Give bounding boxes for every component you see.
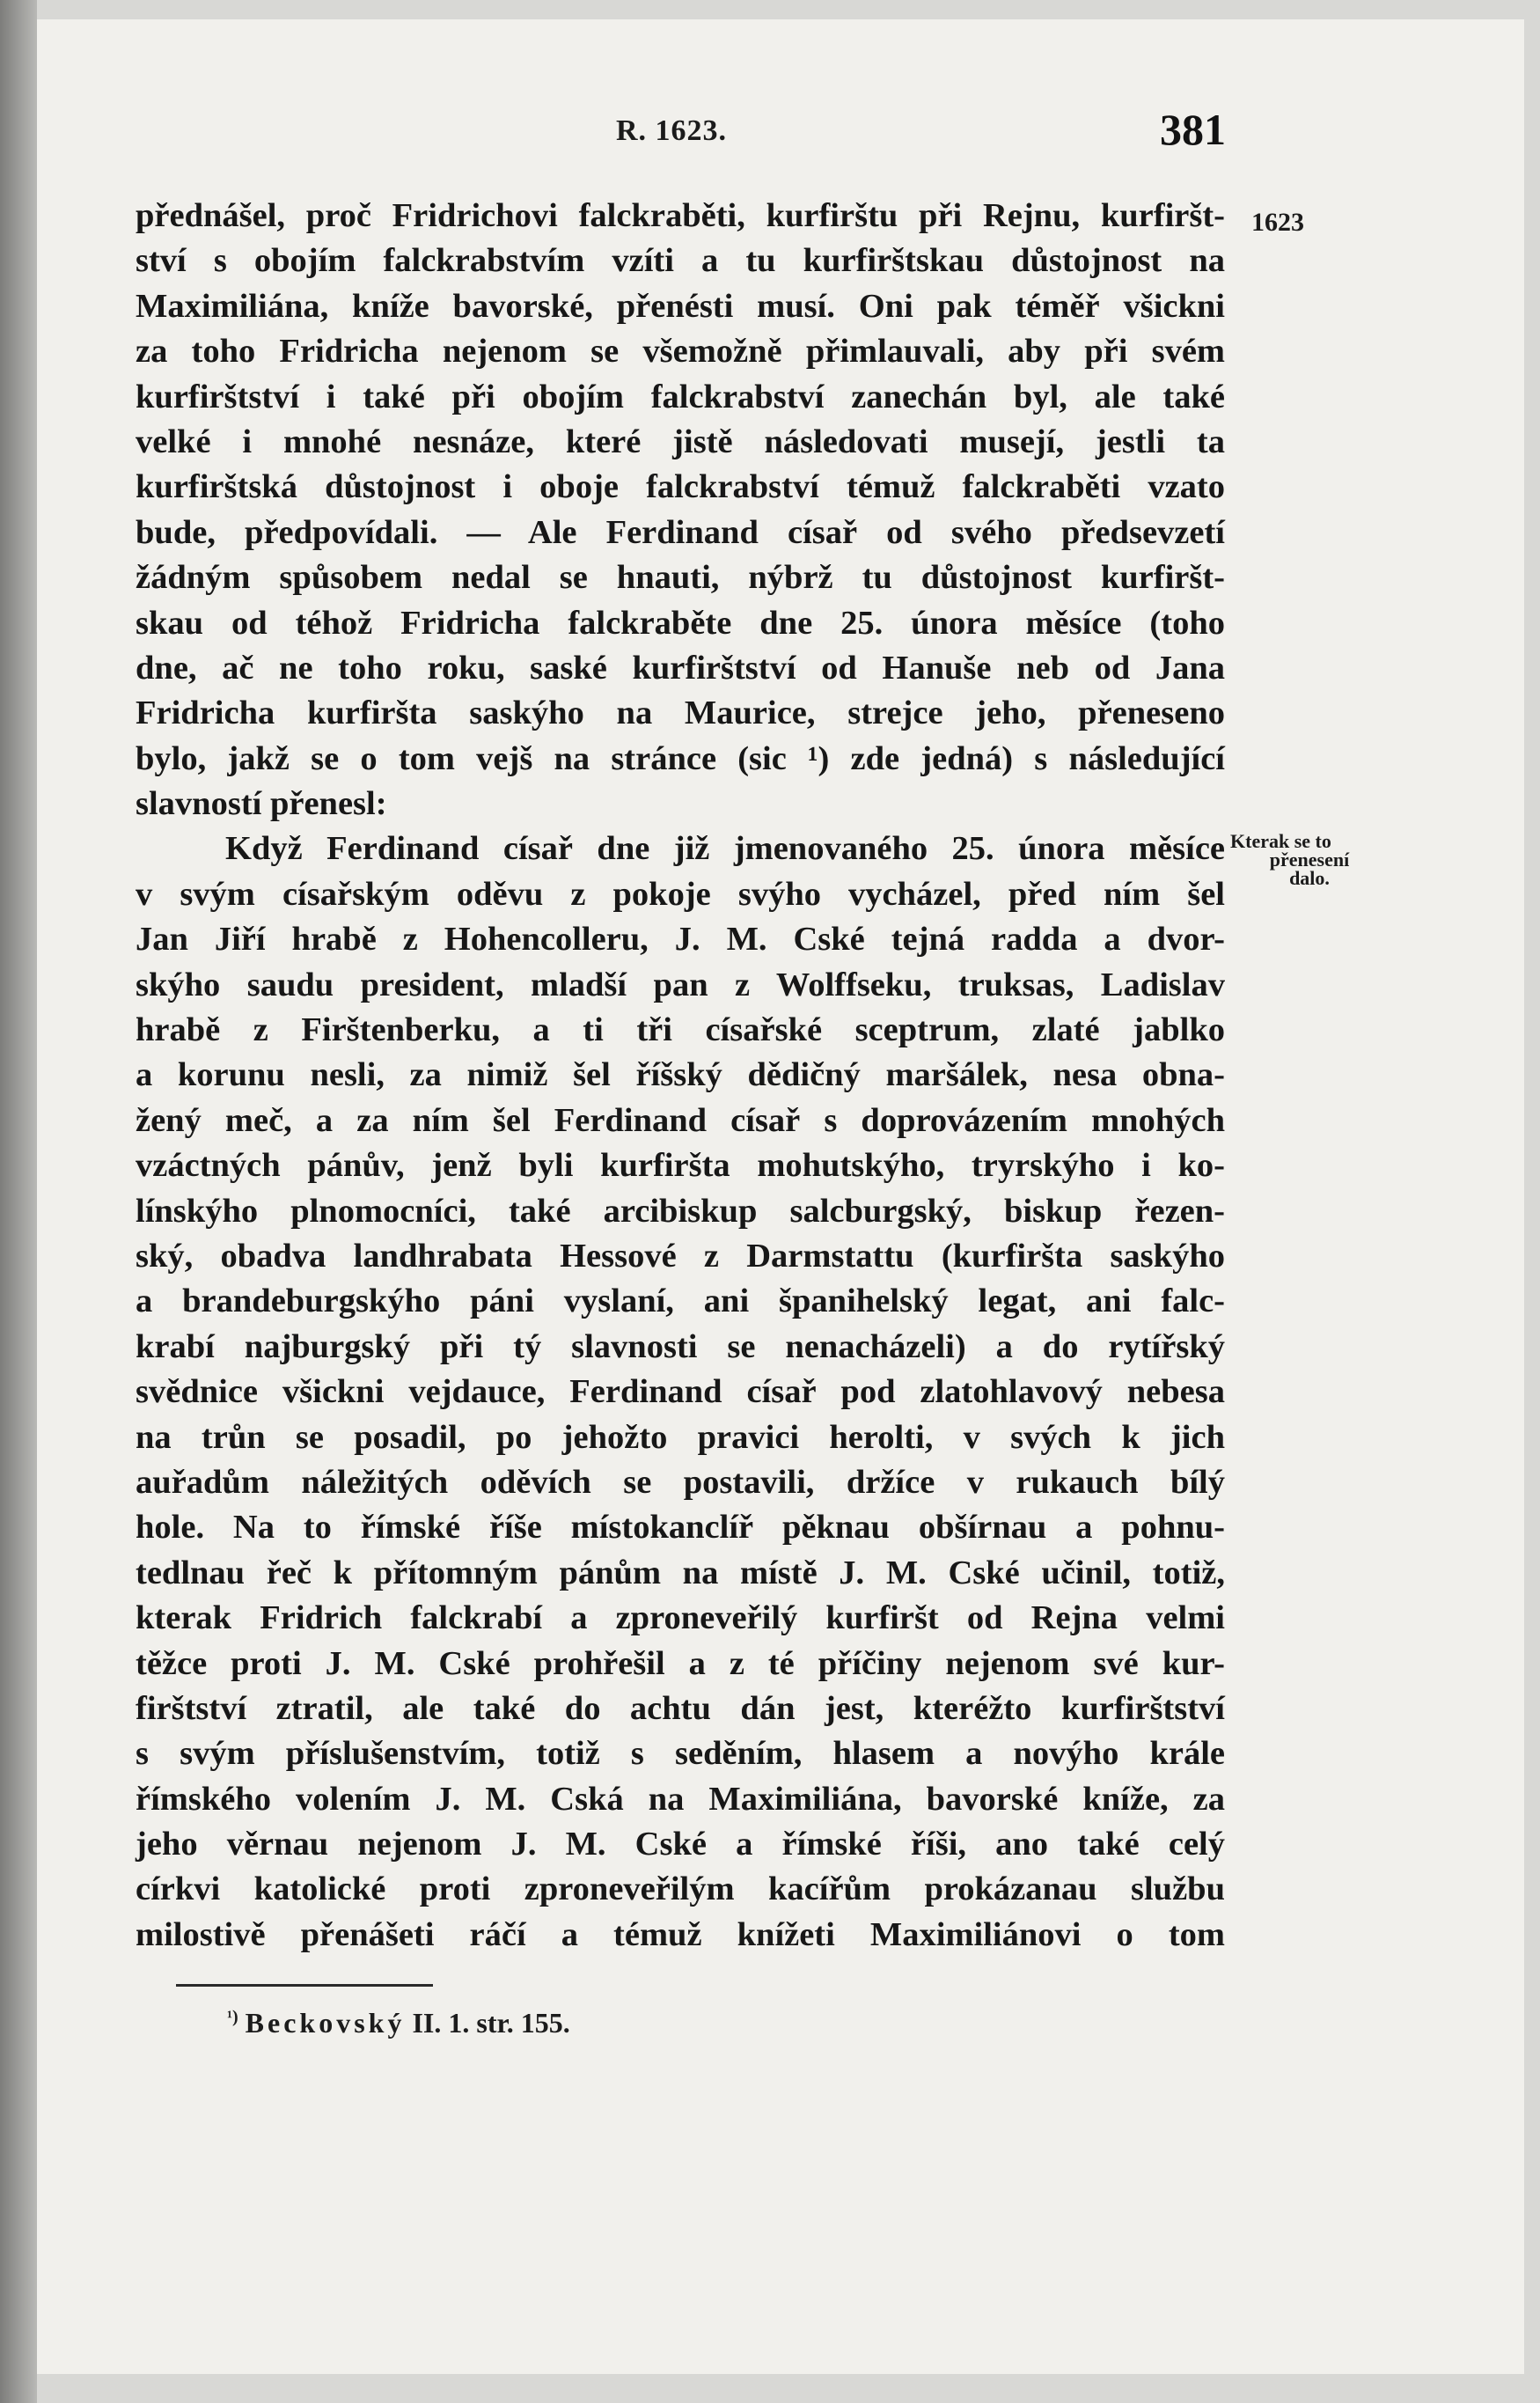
page-header	[0, 104, 1540, 157]
running-head: R. 1623.	[616, 114, 728, 147]
book-gutter-edge	[0, 0, 37, 2403]
text-line: svědnice všickni vejdauce, Ferdinand císař pod zlatohlavový nebesa	[136, 1373, 1225, 1411]
text-line: slavností přenesl:	[136, 785, 387, 823]
text-line: firštství ztratil, ale také do achtu dán jest, kteréžto kurfirštství	[136, 1689, 1225, 1727]
text-line: bylo, jakž se o tom vejš na stránce (sic ¹) zde jedná) s následující	[136, 739, 1225, 777]
text-line: s svým příslušenstvím, totiž s seděním, hlasem a novýho krále	[136, 1735, 1225, 1773]
text-line: v svým císařským oděvu z pokoje svýho vycházel, před ním šel	[136, 875, 1225, 913]
margin-note-line: Kterak se to	[1230, 830, 1331, 852]
text-line: hrabě z Firštenberku, a ti tři císařské sceptrum, zlaté jablko	[136, 1011, 1225, 1049]
text-line: za toho Fridricha nejenom se všemožně přimlauvali, aby při svém	[136, 333, 1225, 371]
text-line: a brandeburgskýho páni vyslaní, ani španihelský legat, ani falc-	[136, 1282, 1225, 1320]
text-line: milostivě přenášeti ráčí a témuž knížeti Maximiliánovi o tom	[136, 1915, 1225, 1953]
text-line: jeho věrnau nejenom J. M. Cské a římské říši, ano také celý	[136, 1826, 1225, 1863]
text-line: skau od téhož Fridricha falckraběte dne 25. února měsíce (toho	[136, 604, 1225, 642]
footnote-divider	[176, 1984, 433, 1987]
text-line: Maximiliána, kníže bavorské, přenésti musí. Oni pak téměř všickni	[136, 287, 1225, 325]
text-line: línskýho plnomocníci, také arcibiskup salcburgský, biskup řezen-	[136, 1192, 1225, 1230]
text-line: kterak Fridrich falckrabí a zproneveřilý kurfiršt od Rejna velmi	[136, 1599, 1225, 1637]
footnote-citation: II. 1. str. 155.	[412, 2007, 570, 2039]
body-text	[136, 194, 1225, 1958]
margin-note	[1230, 832, 1389, 887]
text-line: církvi katolické proti zproneveřilým kacířům prokázanau službu	[136, 1870, 1225, 1908]
text-line: dne, ač ne toho roku, saské kurfirštství od Hanuše neb od Jana	[136, 649, 1225, 687]
text-line: těžce proti J. M. Cské prohřešil a z té příčiny nejenom své kur-	[136, 1644, 1225, 1682]
footnote-marker: ¹)	[227, 2007, 238, 2027]
text-line: bude, předpovídali. — Ale Ferdinand císař od svého předsevzetí	[136, 513, 1225, 551]
text-line: Jan Jiří hrabě z Hohencolleru, J. M. Cské tejná radda a dvor-	[136, 921, 1225, 959]
paragraph-start-line: Když Ferdinand císař dne již jmenovaného 25. února měsíce	[225, 830, 1225, 868]
margin-note-line: dalo.	[1289, 867, 1330, 889]
text-line: kurfirštství i také při obojím falckrabství zanechán byl, ale také	[136, 378, 1225, 415]
text-line: skýho saudu president, mladší pan z Wolffseku, truksas, Ladislav	[136, 966, 1225, 1003]
footnote	[227, 2007, 570, 2039]
text-line: žádným spůsobem nedal se hnauti, nýbrž tu důstojnost kurfiršt-	[136, 559, 1225, 597]
text-line: auřadům náležitých oděvích se postavili, držíce v rukauch bílý	[136, 1463, 1225, 1501]
margin-year: 1623	[1251, 208, 1304, 237]
page-number: 381	[1160, 105, 1226, 154]
text-line: krabí najburgský při tý slavnosti se nenacházeli) a do rytířský	[136, 1327, 1225, 1365]
text-line: a korunu nesli, za nimiž šel říšský dědičný maršálek, nesa obna-	[136, 1056, 1225, 1094]
text-line: ství s obojím falckrabstvím vzíti a tu kurfirštskau důstojnost na	[136, 242, 1225, 280]
text-line: kurfirštská důstojnost i oboje falckrabství témuž falckraběti vzato	[136, 468, 1225, 506]
text-line: ský, obadva landhrabata Hessové z Darmstattu (kurfiršta saskýho	[136, 1237, 1225, 1275]
text-line: vzáctných pánův, jenž byli kurfiršta mohutskýho, tryrskýho i ko-	[136, 1147, 1225, 1185]
text-line: hole. Na to římské říše místokanclíř pěknau obšírnau a pohnu-	[136, 1509, 1225, 1547]
margin-note-line: přenesení	[1269, 849, 1350, 871]
text-line: žený meč, a za ním šel Ferdinand císař s doprovázením mnohých	[136, 1101, 1225, 1139]
text-line: přednášel, proč Fridrichovi falckraběti, kurfirštu při Rejnu, kurfiršt-	[136, 197, 1225, 234]
text-line: tedlnau řeč k přítomným pánům na místě J. M. Cské učinil, totiž,	[136, 1554, 1225, 1591]
text-line: na trůn se posadil, po jehožto pravici herolti, v svých k jich	[136, 1418, 1225, 1456]
footnote-author: Beckovský	[245, 2007, 406, 2039]
text-line: římského volením J. M. Cská na Maximiliána, bavorské kníže, za	[136, 1780, 1225, 1818]
text-line: velké i mnohé nesnáze, které jistě následovati musejí, jestli ta	[136, 423, 1225, 460]
text-line: Fridricha kurfiršta saskýho na Maurice, strejce jeho, přeneseno	[136, 694, 1225, 732]
